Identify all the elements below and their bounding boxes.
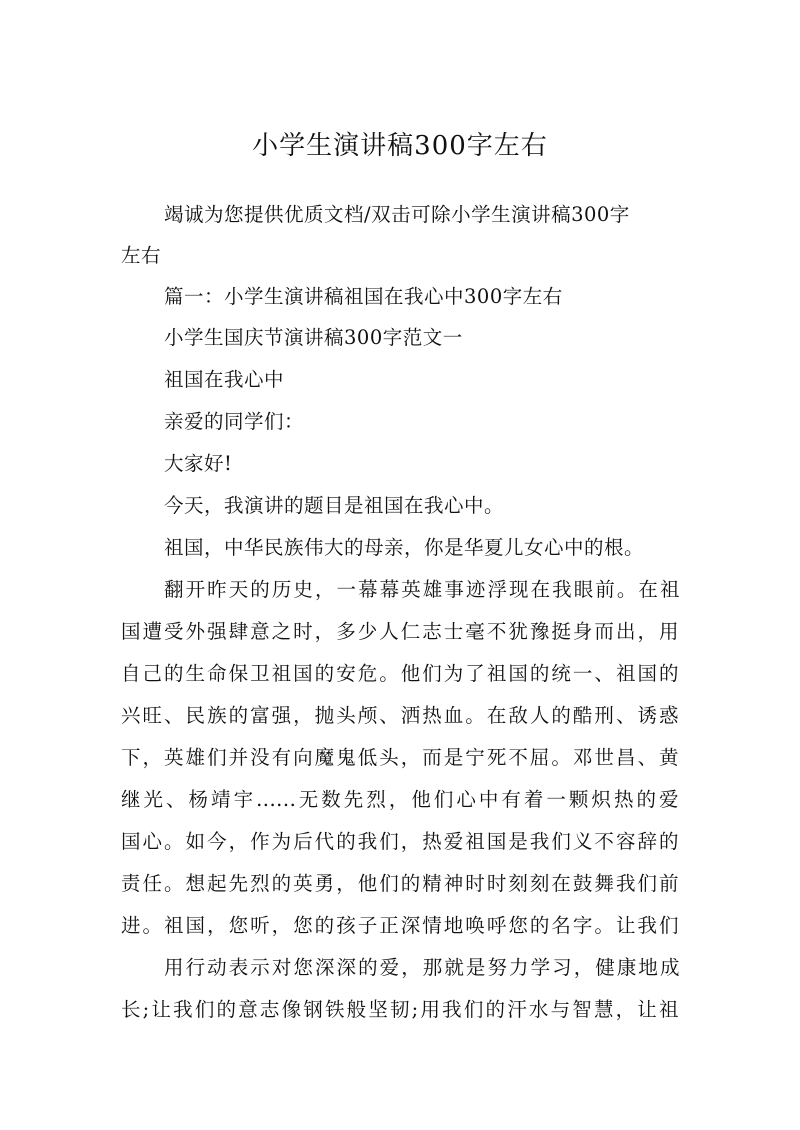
body-line-6: 亲爱的同学们： <box>164 410 305 433</box>
body-line-1: 竭诚为您提供优质文档/双击可除小学生演讲稿300字 <box>164 203 630 226</box>
body-line-8: 今天，我演讲的题目是祖国在我心中。 <box>164 494 505 517</box>
body-line-3: 篇一：小学生演讲稿祖国在我心中300字左右 <box>164 285 563 308</box>
body-line-15: 继光、杨靖宇......无数先烈，他们心中有着一颗炽热的爱 <box>121 788 679 811</box>
body-line-9: 祖国，中华民族伟大的母亲，你是华夏儿女心中的根。 <box>164 536 645 559</box>
body-line-7: 大家好! <box>164 452 233 475</box>
body-line-20: 长;让我们的意志像钢铁般坚韧;用我们的汗水与智慧，让祖 <box>121 998 679 1021</box>
body-line-17: 责任。想起先烈的英勇，他们的精神时时刻刻在鼓舞我们前 <box>121 872 679 895</box>
document-title: 小学生演讲稿300字左右 <box>252 131 548 161</box>
body-line-14: 下，英雄们并没有向魔鬼低头，而是宁死不屈。邓世昌、黄 <box>121 746 679 769</box>
body-line-11: 国遭受外强肆意之时，多少人仁志士毫不犹豫挺身而出，用 <box>121 620 679 643</box>
body-line-16: 国心。如今，作为后代的我们，热爱祖国是我们义不容辞的 <box>121 830 679 853</box>
body-line-12: 自己的生命保卫祖国的安危。他们为了祖国的统一、祖国的 <box>121 662 679 685</box>
body-line-13: 兴旺、民族的富强，抛头颅、洒热血。在敌人的酷刑、诱惑 <box>121 704 679 727</box>
body-line-5: 祖国在我心中 <box>164 368 285 391</box>
body-line-2: 左右 <box>121 244 162 267</box>
body-line-4: 小学生国庆节演讲稿300字范文一 <box>164 326 463 349</box>
body-line-19: 用行动表示对您深深的爱，那就是努力学习，健康地成 <box>164 956 680 979</box>
body-line-10: 翻开昨天的历史，一幕幕英雄事迹浮现在我眼前。在祖 <box>164 578 680 601</box>
body-line-18: 进。祖国，您听，您的孩子正深情地唤呼您的名字。让我们 <box>121 914 679 937</box>
